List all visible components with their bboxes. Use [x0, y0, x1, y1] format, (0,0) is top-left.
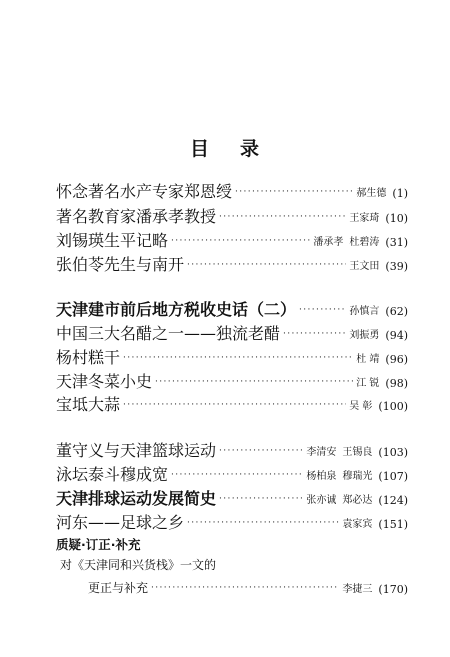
toc-entry-page: (151): [378, 518, 408, 531]
toc-entry[interactable]: [56, 463, 408, 485]
leader-dots: [235, 185, 353, 199]
toc-entry[interactable]: [56, 253, 408, 275]
leader-dots: [283, 327, 346, 341]
toc-entry[interactable]: [56, 205, 408, 227]
toc-entry[interactable]: [56, 346, 408, 368]
toc-entry-title: 张伯苓先生与南开: [56, 255, 185, 274]
toc-entry-title: 河东——足球之乡: [56, 513, 185, 532]
toc-entry-title: 董守义与天津篮球运动: [56, 441, 217, 460]
toc-entry-author: 杨柏泉: [306, 471, 337, 482]
toc-entry-title: 天津冬菜小史: [56, 372, 153, 391]
toc-entry[interactable]: [56, 298, 408, 320]
leader-dots: [123, 351, 353, 365]
toc-entry-title: 天津排球运动发展简史: [56, 489, 217, 508]
toc-entry-page: (96): [385, 353, 408, 366]
leader-dots: [171, 234, 310, 248]
note-line-1: 对《天津同和兴货栈》一文的: [60, 558, 217, 572]
toc-entry-title: 泳坛泰斗穆成宽: [56, 465, 169, 484]
toc-entry-author: 张亦诚: [306, 495, 337, 506]
toc-entry-page: (98): [385, 377, 408, 390]
page-title: [0, 134, 450, 161]
toc-entry[interactable]: [56, 393, 408, 415]
toc-entry-title: 怀念著名水产专家郑恩绶: [56, 182, 233, 201]
toc-entry-page: (100): [378, 400, 408, 413]
toc-entry-page: (10): [385, 212, 408, 225]
toc-entry-title: 更正与补充: [88, 581, 149, 595]
leader-dots: [219, 444, 303, 458]
leader-dots: [219, 210, 346, 224]
toc-entry-title: 著名教育家潘承孝教授: [56, 207, 217, 226]
leader-dots: [219, 492, 303, 506]
toc-entry-author: 刘振勇: [349, 330, 380, 341]
toc-entry-author: 李捷三: [342, 584, 373, 595]
toc-entry[interactable]: [56, 322, 408, 344]
toc-entry[interactable]: [88, 576, 408, 598]
toc-entry-page: (1): [392, 187, 408, 200]
toc-entry-page: (103): [378, 446, 408, 459]
toc-entry-title: 杨村糕干: [56, 348, 121, 367]
toc-entry-page: (31): [385, 236, 408, 249]
toc-entry[interactable]: [56, 229, 408, 251]
leader-dots: [171, 468, 303, 482]
toc-entry-title: 刘锡瑛生平记略: [56, 231, 169, 250]
toc-entry[interactable]: [56, 180, 408, 202]
toc-entry-page: (124): [378, 494, 408, 507]
toc-entry-author: 穆瑞光: [342, 471, 373, 482]
leader-dots: [299, 303, 346, 317]
toc-entry-author: 王家琦: [349, 213, 380, 224]
leader-dots: [187, 258, 346, 272]
toc-entry-author: 王文田: [349, 261, 380, 272]
toc-entry-page: (94): [385, 329, 408, 342]
toc-entry[interactable]: [56, 439, 408, 461]
toc-entry[interactable]: [56, 511, 408, 533]
toc-entry-author: 杜 靖: [356, 354, 380, 365]
section-heading-row: [56, 533, 408, 555]
toc-entry-title: 天津建市前后地方税收史话（二）: [56, 300, 297, 319]
toc-entry[interactable]: [56, 487, 408, 509]
toc-entry-author: 郝生德: [356, 188, 387, 199]
toc-entry-title: 中国三大名醋之一——独流老醋: [56, 324, 281, 343]
toc-entry-author: 郑必达: [342, 495, 373, 506]
toc-entry-page: (107): [378, 470, 408, 483]
leader-dots: [155, 375, 353, 389]
leader-dots: [123, 398, 346, 412]
toc-entry-page: (39): [385, 260, 408, 273]
toc-entry-author: 袁家宾: [342, 519, 373, 530]
toc-entry-author: 王锡良: [342, 447, 373, 458]
toc-entry-author: 李清安: [306, 447, 337, 458]
toc-entry-author: 孙慎言: [349, 306, 380, 317]
toc-entry-author: 吴 彰: [349, 401, 373, 412]
toc-entry-page: (170): [378, 583, 408, 596]
page-title-left: 目: [189, 138, 210, 160]
toc-entry-author: 潘承孝: [313, 237, 344, 248]
toc-entry-author: 杜碧涛: [349, 237, 380, 248]
toc-entry-title: 宝坻大蒜: [56, 395, 121, 414]
leader-dots: [151, 581, 339, 595]
leader-dots: [187, 516, 339, 530]
toc-entry-page: (62): [385, 305, 408, 318]
toc-entry-author: 江 锐: [356, 378, 380, 389]
page-title-right: 录: [240, 138, 261, 160]
section-heading: 质疑·订正·补充: [56, 537, 141, 552]
toc-entry[interactable]: [56, 370, 408, 392]
